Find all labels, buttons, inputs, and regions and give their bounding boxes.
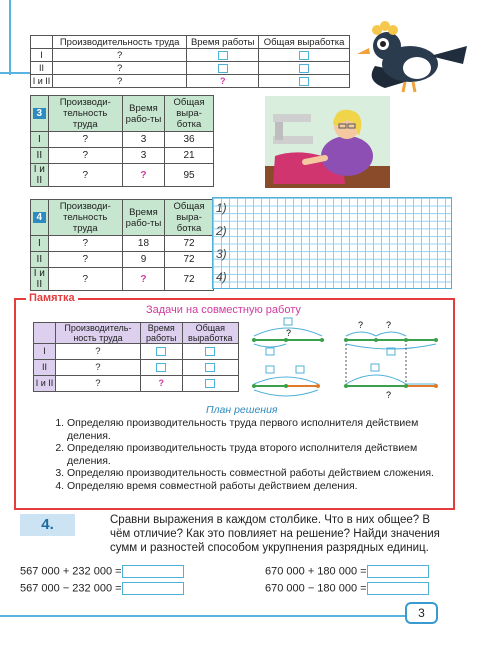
answer-box bbox=[205, 363, 215, 372]
memo-table: Производитель-ность труда Время работы Общая выработка I ? II ? I и II ? ? bbox=[33, 322, 239, 392]
svg-text:?: ? bbox=[286, 328, 292, 338]
header-productivity: Производительность труда bbox=[53, 36, 187, 49]
task-3-table: 3 Производи-тельность труда Время рабо-ты Общая выра-ботка I ? 3 36 II ? 3 21 I и II ? ? 95 bbox=[30, 95, 214, 187]
frame-line-top bbox=[0, 72, 30, 74]
answer-box[interactable] bbox=[218, 64, 228, 73]
plan-step: 1. Определяю производительность труда первого исполнителя действием деления. bbox=[67, 417, 448, 442]
memo-heading: Задачи на совместную работу bbox=[146, 304, 301, 316]
plan-title: План решения bbox=[206, 404, 278, 416]
table-row: II ? bbox=[31, 62, 350, 75]
svg-text:?: ? bbox=[358, 320, 364, 330]
work-table-top bbox=[30, 35, 350, 88]
plan-step: 2. Определяю производительность труда второго исполнителя действием деления. bbox=[67, 442, 448, 467]
grid-answer-area[interactable] bbox=[212, 197, 452, 289]
header-output: Общая выработка bbox=[259, 36, 350, 49]
task-4-table: 4 Производи-тельность труда Время рабо-ты Общая выра-ботка I ? 18 72 II ? 9 72 I и II ? ? 72 bbox=[30, 199, 214, 291]
answer-box[interactable] bbox=[218, 51, 228, 60]
table-row: II ? 3 21 bbox=[31, 148, 214, 164]
page-number: 3 bbox=[405, 602, 438, 624]
grid-label: 2) bbox=[216, 224, 227, 238]
answer-field[interactable] bbox=[122, 565, 184, 578]
grid-label: 1) bbox=[216, 201, 227, 215]
answer-box[interactable] bbox=[299, 51, 309, 60]
answer-box[interactable] bbox=[299, 77, 309, 86]
answer-field[interactable] bbox=[367, 582, 429, 595]
answer-field[interactable] bbox=[367, 565, 429, 578]
svg-text:?: ? bbox=[386, 320, 392, 330]
svg-text:?: ? bbox=[386, 390, 392, 400]
answer-box bbox=[156, 347, 166, 356]
task-3-badge: 3 bbox=[33, 108, 47, 119]
table-row: I ? 3 36 bbox=[31, 132, 214, 148]
answer-box[interactable] bbox=[299, 64, 309, 73]
answer-box bbox=[205, 379, 215, 388]
exercise-number: 4. bbox=[20, 514, 75, 536]
plan-steps bbox=[53, 417, 448, 493]
expression: 670 000 − 180 000 = bbox=[265, 582, 429, 595]
answer-field[interactable] bbox=[122, 582, 184, 595]
grid-label: 3) bbox=[216, 247, 227, 261]
expression: 670 000 + 180 000 = bbox=[265, 565, 429, 578]
segment-diagrams bbox=[246, 314, 451, 404]
frame-line-left bbox=[9, 0, 11, 75]
table-row: I и II ? ? 72 bbox=[31, 268, 214, 291]
table-row: II ? 9 72 bbox=[31, 252, 214, 268]
memo-box bbox=[14, 292, 455, 510]
header-time: Время работы bbox=[187, 36, 259, 49]
grid-label: 4) bbox=[216, 270, 227, 284]
answer-box bbox=[156, 363, 166, 372]
table-row: I и II ? ? bbox=[31, 75, 350, 88]
expression: 567 000 + 232 000 = bbox=[20, 565, 184, 578]
table-row: I ? bbox=[31, 49, 350, 62]
table-row: I ? bbox=[34, 344, 239, 360]
magpie-illustration bbox=[355, 16, 470, 94]
seamstress-illustration bbox=[265, 96, 390, 188]
table-row: I ? 18 72 bbox=[31, 236, 214, 252]
bottom-line bbox=[0, 615, 405, 617]
table-row: II ? bbox=[34, 360, 239, 376]
expression: 567 000 − 232 000 = bbox=[20, 582, 184, 595]
exercise-text: Сравни выражения в каждом столбике. Что в них общее? В чём отличие? Как это повлияет на решение? Найди значения сумм и разностей способом укрупнения разрядных единиц. bbox=[110, 514, 440, 555]
table-row: I и II ? ? 95 bbox=[31, 164, 214, 187]
memo-title: Памятка bbox=[26, 292, 78, 304]
plan-step: 3. Определяю производительность совместной работы действием сложения. bbox=[67, 467, 448, 480]
answer-box bbox=[205, 347, 215, 356]
table-row: I и II ? ? bbox=[34, 376, 239, 392]
task-4-badge: 4 bbox=[33, 212, 47, 223]
plan-step: 4. Определяю время совместной работы действием деления. bbox=[67, 480, 448, 493]
